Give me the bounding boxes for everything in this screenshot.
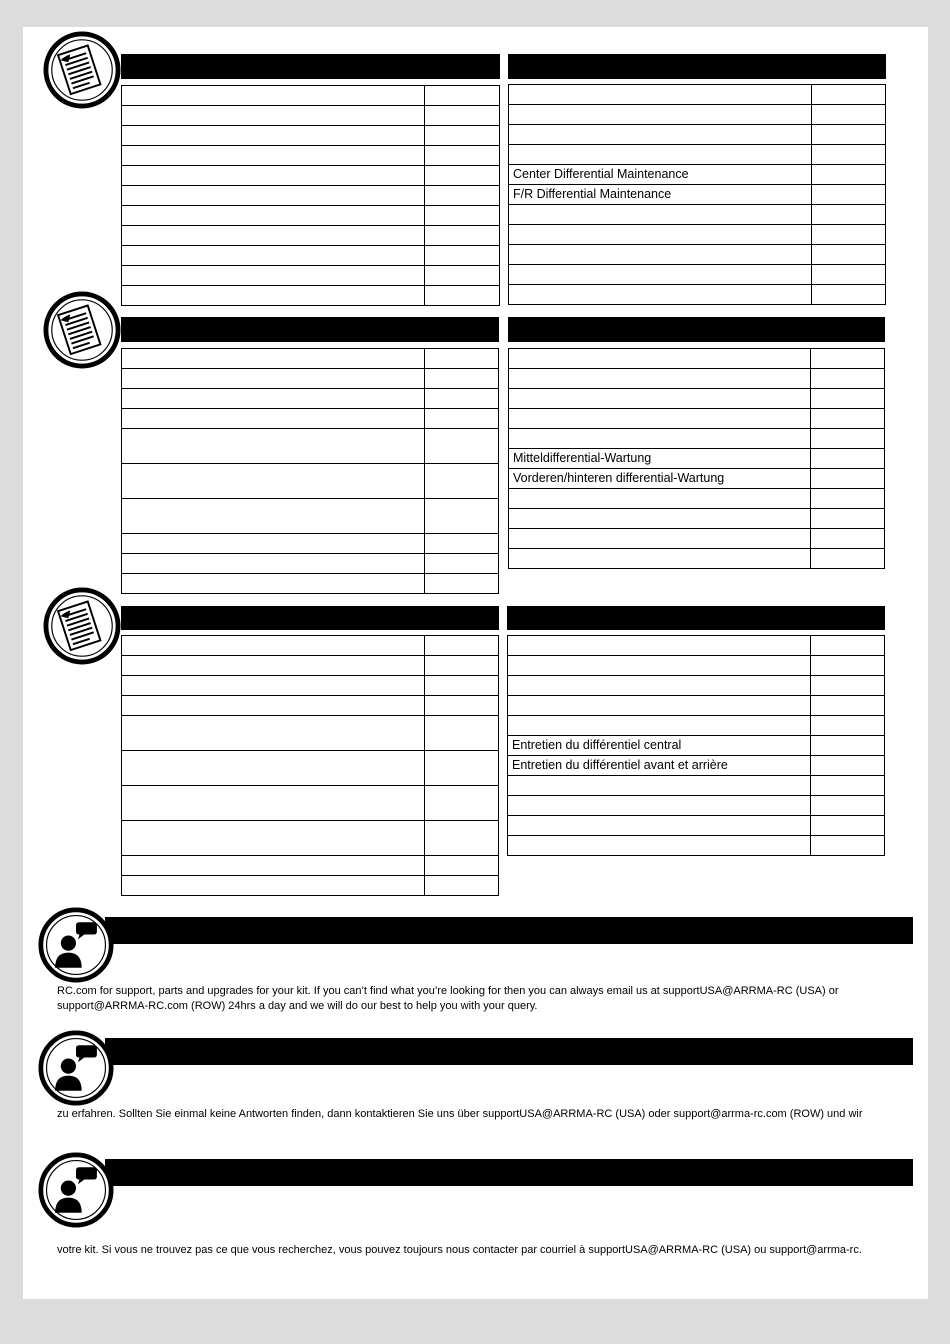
table-cell [122,349,425,369]
table-cell [122,499,425,534]
table-cell [122,429,425,464]
table-cell [509,145,812,165]
support-text-en-line1: RC.com for support, parts and upgrades for your kit. If you can’t find what you’re looking for then you can always email us at supportUSA@ARRMA-RC (USA) or [57,985,839,997]
table-cell [509,409,811,429]
table-cell [122,106,425,126]
table-cell [122,856,425,876]
table-cell [122,126,425,146]
table-cell [122,389,425,409]
table-cell [508,716,811,736]
table-cell [122,226,425,246]
maintenance-table-de-left [121,317,499,594]
maintenance-table-en-left [121,54,500,306]
table-cell [122,716,425,751]
table-cell [122,554,425,574]
table-cell [509,285,812,305]
table-cell: F/R Differential Maintenance [509,185,812,205]
table-cell [509,105,812,125]
table-cell [122,676,425,696]
table-cell [122,286,425,306]
maintenance-table-fr-right [507,606,885,856]
table-cell [509,85,812,105]
support-header-bar-en [105,917,913,944]
table-cell [122,266,425,286]
table-cell [509,265,812,285]
table-cell [122,751,425,786]
table-cell [122,786,425,821]
maintenance-table-en-right [508,54,886,305]
table-cell: Center Differential Maintenance [509,165,812,185]
table-cell [122,821,425,856]
table-cell [509,549,811,569]
table-cell [122,206,425,226]
table-cell [508,636,811,656]
table-cell [122,146,425,166]
table-cell [122,166,425,186]
table-cell [509,369,811,389]
table-cell [509,349,811,369]
document-icon [43,31,121,109]
table-cell [508,816,811,836]
table-cell [122,636,425,656]
support-person-icon [38,907,114,983]
table-cell [509,389,811,409]
maintenance-table-de-right [508,317,885,569]
table-cell: Entretien du différentiel central [508,736,811,756]
document-icon [43,291,121,369]
table-cell [509,509,811,529]
table-cell [122,464,425,499]
table-cell [122,409,425,429]
table-cell [509,245,812,265]
table-cell [508,676,811,696]
table-cell [509,529,811,549]
table-cell [509,225,812,245]
table-cell [122,876,425,896]
table-cell [122,86,425,106]
table-cell: Mitteldifferential-Wartung [509,449,811,469]
table-cell [122,656,425,676]
table-cell: Vorderen/hinteren differential-Wartung [509,469,811,489]
table-cell [508,836,811,856]
table-cell [508,796,811,816]
table-cell [508,696,811,716]
table-cell [508,656,811,676]
support-header-bar-de [105,1038,913,1065]
support-person-icon [38,1030,114,1106]
table-cell [122,246,425,266]
table-cell [509,125,812,145]
support-text-en-line2: support@ARRMA-RC.com (ROW) 24hrs a day and we will do our best to help you with your query. [57,1000,538,1012]
table-cell [508,776,811,796]
table-cell [509,429,811,449]
table-cell: Entretien du différentiel avant et arrière [508,756,811,776]
table-cell [122,369,425,389]
table-cell [122,186,425,206]
support-person-icon [38,1152,114,1228]
table-cell [122,534,425,554]
table-cell [122,696,425,716]
table-cell [509,489,811,509]
support-text-fr-line1: votre kit. Si vous ne trouvez pas ce que vous recherchez, vous pouvez toujours nous contacter par courriel à supportUSA@ARRMA-RC (USA) ou support@arrma-rc. [57,1244,862,1256]
document-icon [43,587,121,665]
support-header-bar-fr [105,1159,913,1186]
table-cell [509,205,812,225]
support-text-de-line1: zu erfahren. Sollten Sie einmal keine Antworten finden, dann kontaktieren Sie uns über supportUSA@ARRMA-RC (USA) oder support@arrma-rc.com (ROW) und wir [57,1108,863,1120]
maintenance-table-fr-left [121,606,499,896]
table-cell [122,574,425,594]
